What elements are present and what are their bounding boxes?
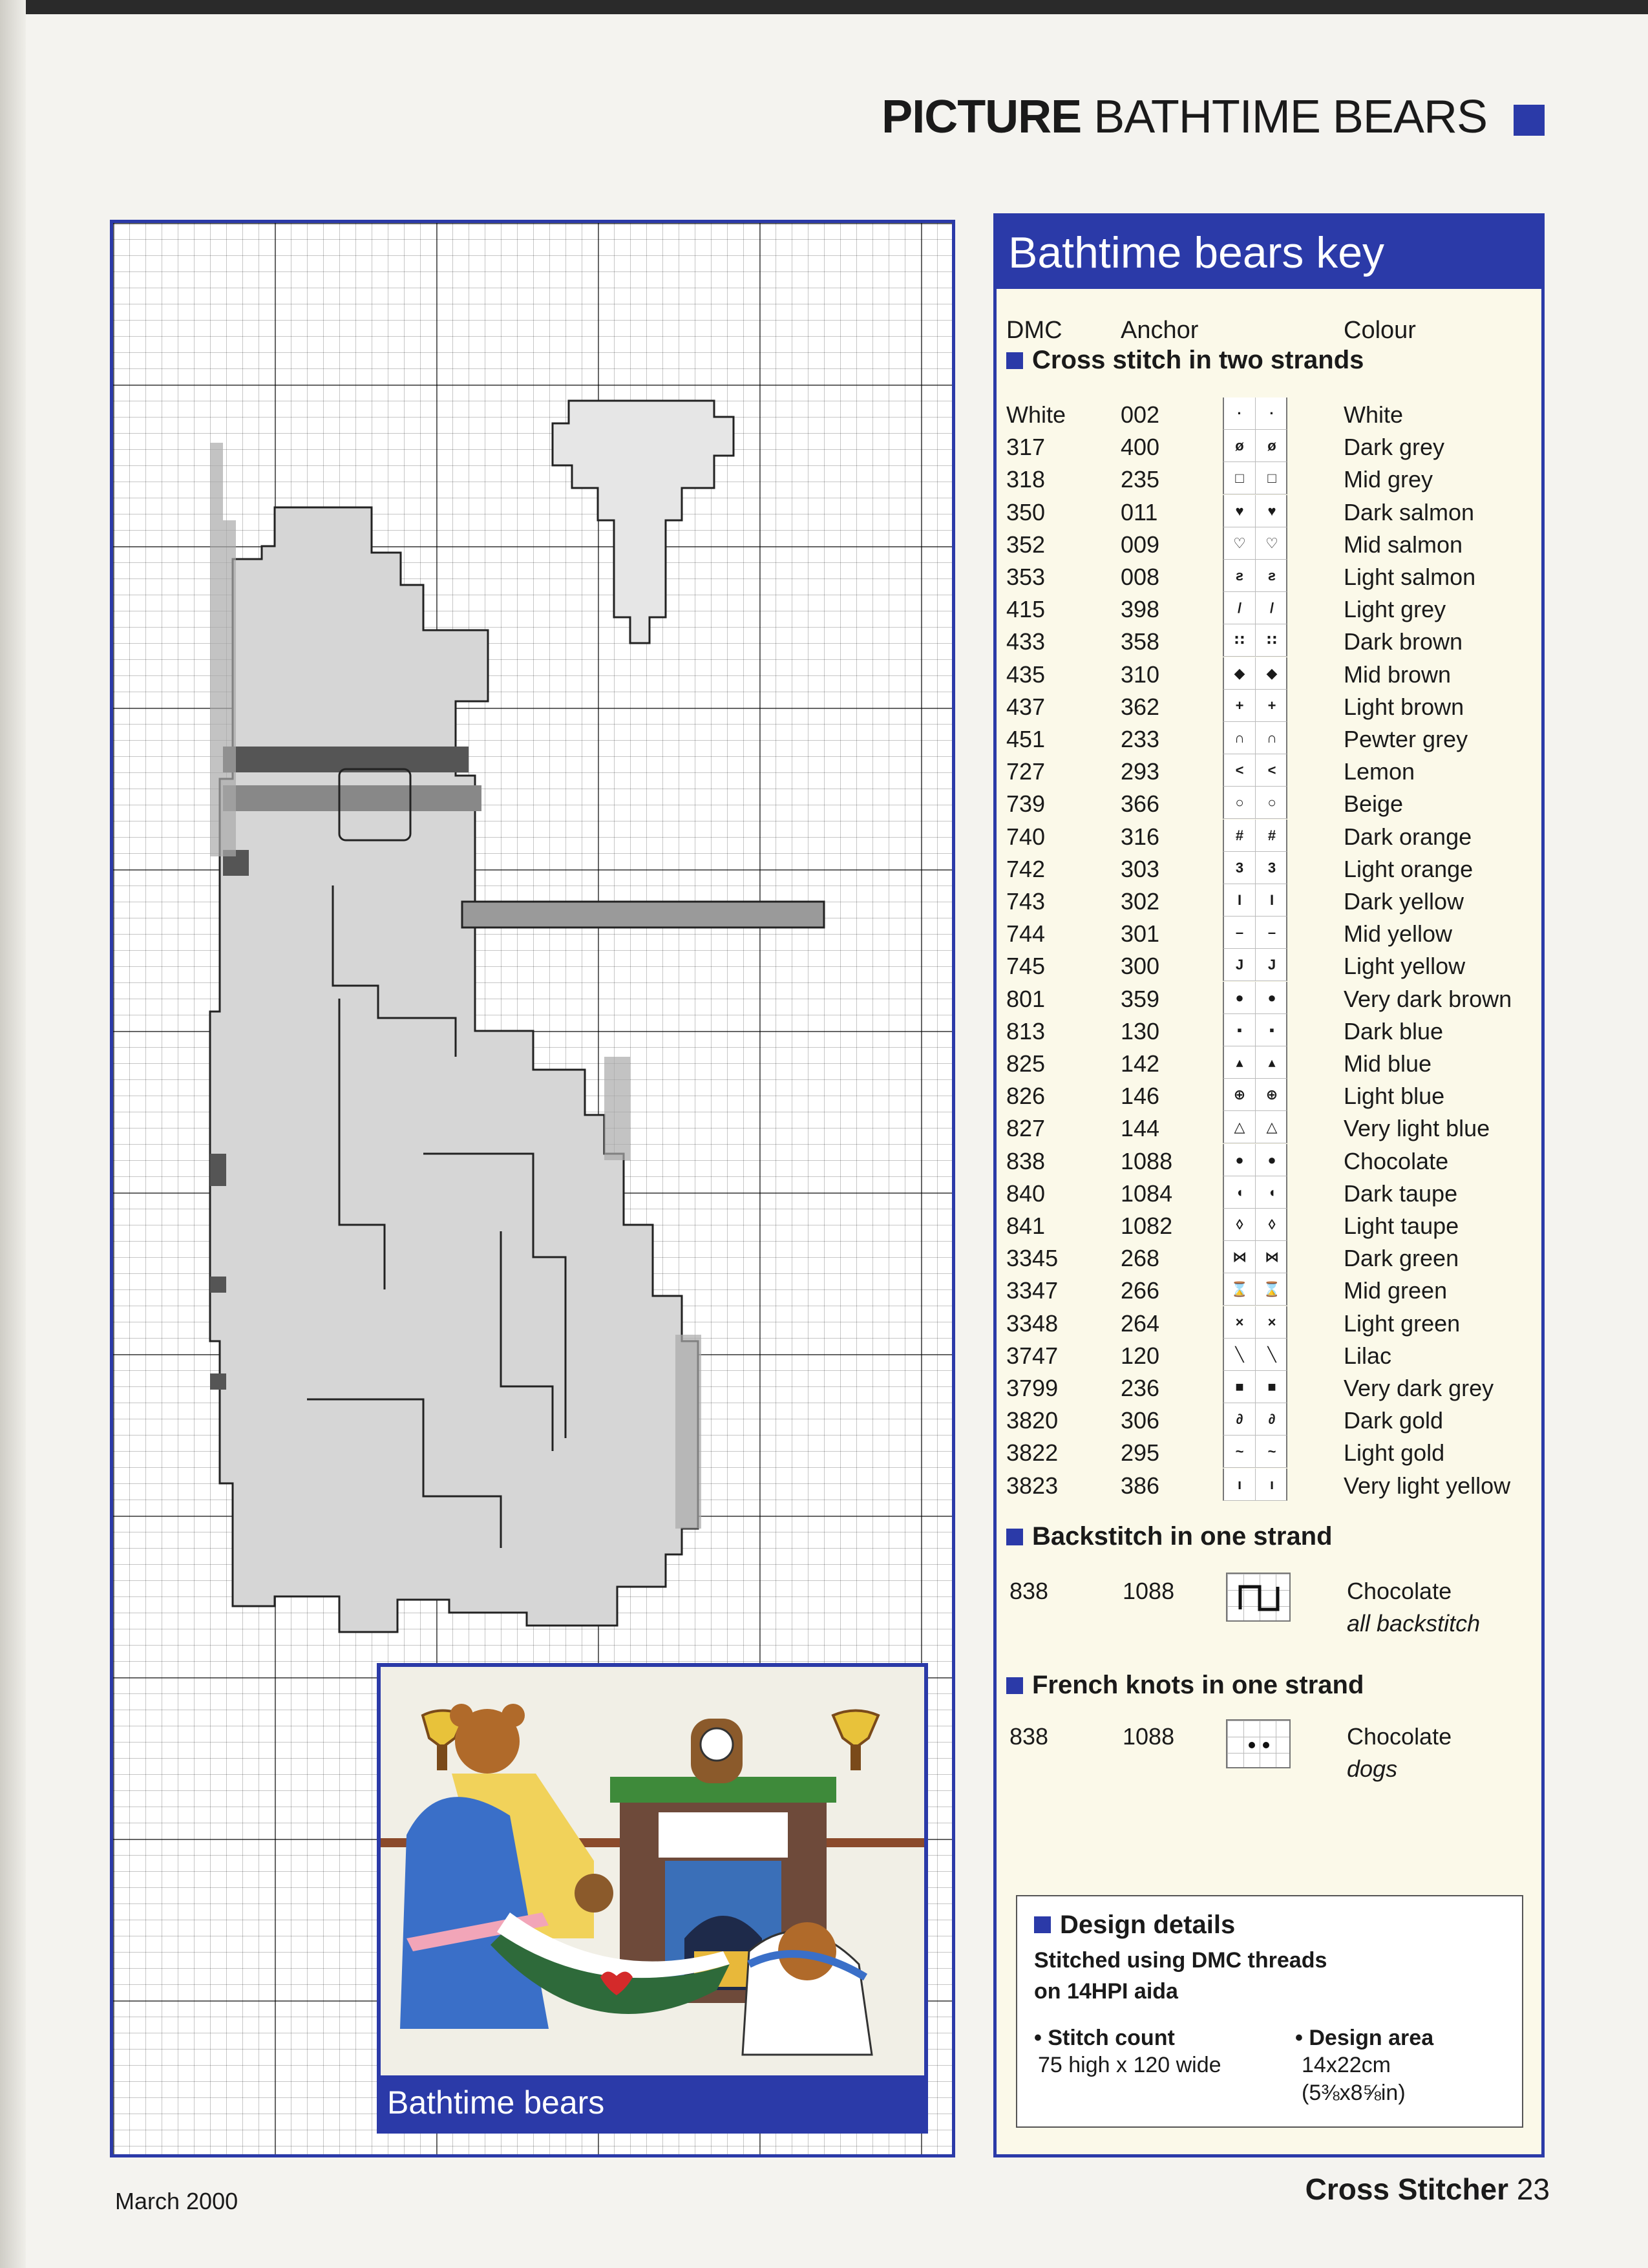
dmc-code: 437 <box>1006 694 1046 720</box>
anchor-code: 316 <box>1121 823 1160 850</box>
colour-name: Mid blue <box>1344 1050 1432 1077</box>
colour-name: Light orange <box>1344 856 1474 882</box>
dmc-code: 433 <box>1006 628 1046 655</box>
thread-row <box>997 852 1541 884</box>
symbol-glyph: < <box>1235 762 1244 778</box>
symbol-glyph: △ <box>1234 1119 1245 1135</box>
anchor-code: 130 <box>1121 1018 1160 1044</box>
colour-name: Beige <box>1344 790 1404 817</box>
anchor-code: 009 <box>1121 531 1160 558</box>
finished-design-photo <box>377 1663 928 2134</box>
anchor-code: 1088 <box>1121 1148 1173 1174</box>
header-section: PICTURE <box>882 91 1082 143</box>
anchor-code: 268 <box>1121 1245 1160 1271</box>
stitch-symbol <box>1223 787 1287 819</box>
thread-row <box>997 527 1541 560</box>
symbol-glyph: ■ <box>1235 1379 1244 1395</box>
details-line2: on 14HPI aida <box>1034 1979 1178 2004</box>
stitch-symbol <box>1223 1014 1287 1046</box>
dmc-code: 838 <box>1006 1148 1046 1174</box>
anchor-code: 266 <box>1121 1277 1160 1304</box>
design-area-value: 14x22cm <box>1302 2053 1391 2077</box>
anchor-code: 293 <box>1121 758 1160 785</box>
backstitch-heading: Backstitch in one strand <box>1006 1522 1333 1551</box>
anchor-code: 146 <box>1121 1083 1160 1109</box>
thread-row <box>997 1403 1541 1436</box>
stitch-symbol <box>1223 1273 1287 1306</box>
anchor-code: 295 <box>1121 1439 1160 1466</box>
stitch-symbol <box>1223 1468 1287 1501</box>
thread-row <box>997 1436 1541 1468</box>
symbol-glyph: × <box>1235 1314 1244 1330</box>
thread-row <box>997 430 1541 462</box>
dmc-code: 744 <box>1006 920 1046 947</box>
page-number: 23 <box>1516 2172 1550 2206</box>
dmc-code: 352 <box>1006 531 1046 558</box>
dmc-code: 827 <box>1006 1115 1046 1141</box>
colour-name: Chocolate <box>1344 1148 1449 1174</box>
symbol-glyph: ~ <box>1235 1443 1244 1459</box>
symbol-glyph: □ <box>1235 470 1244 486</box>
symbol-glyph: ▪ <box>1269 1022 1274 1038</box>
stitch-symbol <box>1223 852 1287 884</box>
symbol-glyph: ▪ <box>1237 1022 1242 1038</box>
stitch-count-label: • Stitch count <box>1034 2026 1175 2050</box>
anchor-code: 144 <box>1121 1115 1160 1141</box>
page-spine-shadow <box>0 0 26 2268</box>
dmc-code: 317 <box>1006 434 1046 460</box>
symbol-glyph: # <box>1267 827 1276 843</box>
symbol-glyph: / <box>1269 600 1274 616</box>
symbol-glyph: ◖ <box>1235 1184 1244 1200</box>
symbol-glyph: ● <box>1267 1152 1276 1168</box>
stitch-symbol <box>1223 754 1287 787</box>
stitch-symbol <box>1223 1209 1287 1241</box>
photo-caption: Bathtime bears <box>381 2075 924 2130</box>
anchor-code: 310 <box>1121 661 1160 688</box>
symbol-glyph: ● <box>1235 990 1244 1006</box>
dmc-code: 838 <box>1009 1578 1049 1604</box>
symbol-glyph: ⊕ <box>1265 1086 1278 1103</box>
dmc-code: 743 <box>1006 888 1046 915</box>
symbol-glyph: – <box>1267 924 1276 940</box>
backstitch-note: all backstitch <box>1347 1610 1481 1637</box>
details-line1: Stitched using DMC threads <box>1034 1948 1327 1973</box>
details-title: Design details <box>1034 1911 1235 1940</box>
colour-name: Mid salmon <box>1344 531 1463 558</box>
anchor-code: 359 <box>1121 986 1160 1012</box>
issue-date: March 2000 <box>115 2188 238 2214</box>
anchor-code: 235 <box>1121 466 1160 493</box>
stitch-symbol <box>1223 1144 1287 1176</box>
thread-row <box>997 1371 1541 1403</box>
stitch-symbol <box>1223 982 1287 1014</box>
anchor-code: 302 <box>1121 888 1160 915</box>
symbol-glyph: ø <box>1235 438 1244 454</box>
colour-name: Dark salmon <box>1344 499 1475 525</box>
symbol-glyph: ~ <box>1267 1443 1276 1459</box>
symbol-glyph: ı <box>1269 1476 1274 1492</box>
thread-row <box>997 1046 1541 1079</box>
thread-row <box>997 982 1541 1014</box>
anchor-code: 120 <box>1121 1342 1160 1369</box>
symbol-glyph: ╲ <box>1267 1346 1276 1362</box>
square-bullet-icon <box>1006 352 1023 369</box>
thread-row <box>997 722 1541 754</box>
dmc-code: 826 <box>1006 1083 1046 1109</box>
stitch-symbol <box>1223 722 1287 754</box>
symbol-glyph: ▴ <box>1268 1054 1276 1070</box>
header-square-icon <box>1514 105 1545 136</box>
anchor-code: 002 <box>1121 401 1160 428</box>
symbol-glyph: × <box>1267 1314 1276 1330</box>
scan-top-edge <box>0 0 1648 14</box>
stitch-count-value: 75 high x 120 wide <box>1038 2053 1221 2077</box>
symbol-glyph: 3 <box>1235 860 1244 876</box>
thread-row <box>997 624 1541 657</box>
anchor-code: 264 <box>1121 1310 1160 1337</box>
symbol-glyph: □ <box>1267 470 1276 486</box>
stitch-symbol <box>1223 1111 1287 1143</box>
stitch-symbol <box>1223 917 1287 949</box>
stitch-symbol <box>1223 592 1287 624</box>
thread-row <box>997 820 1541 852</box>
anchor-code: 1088 <box>1123 1723 1175 1750</box>
colour-name: Mid yellow <box>1344 920 1453 947</box>
colour-name: Light salmon <box>1344 564 1476 590</box>
design-area-label: • Design area <box>1295 2026 1434 2050</box>
symbol-glyph: ı <box>1237 1476 1242 1492</box>
stitch-symbol <box>1223 1339 1287 1371</box>
thread-row <box>997 754 1541 787</box>
symbol-glyph: – <box>1235 924 1244 940</box>
colour-name: Mid brown <box>1344 661 1452 688</box>
symbol-glyph: / <box>1237 600 1242 616</box>
anchor-code: 301 <box>1121 920 1160 947</box>
symbol-glyph: ∷ <box>1267 632 1277 648</box>
colour-name: Lilac <box>1344 1342 1392 1369</box>
colour-name: Light gold <box>1344 1439 1445 1466</box>
symbol-glyph: ◖ <box>1267 1184 1276 1200</box>
colour-name: Dark grey <box>1344 434 1445 460</box>
anchor-code: 398 <box>1121 596 1160 622</box>
stitch-symbol <box>1223 949 1287 981</box>
symbol-glyph: ○ <box>1235 794 1244 811</box>
symbol-glyph: ⌛ <box>1263 1281 1281 1297</box>
stitch-symbol <box>1223 1079 1287 1111</box>
symbol-glyph: ⋈ <box>1265 1249 1279 1265</box>
dmc-code: 838 <box>1009 1723 1049 1750</box>
anchor-code: 386 <box>1121 1472 1160 1499</box>
symbol-glyph: ∷ <box>1234 632 1245 648</box>
colour-name: Light yellow <box>1344 953 1466 979</box>
dmc-code: 739 <box>1006 790 1046 817</box>
symbol-glyph: I <box>1237 892 1242 908</box>
colour-name: Dark gold <box>1344 1407 1444 1434</box>
thread-row <box>997 1144 1541 1176</box>
anchor-code: 1084 <box>1121 1180 1173 1207</box>
backstitch-note-row <box>997 1606 1541 1638</box>
colour-name: Light taupe <box>1344 1213 1459 1239</box>
symbol-glyph: ⌛ <box>1231 1281 1249 1297</box>
thread-row <box>997 1079 1541 1111</box>
symbol-glyph: ◊ <box>1236 1216 1243 1233</box>
symbol-glyph: ⊕ <box>1233 1086 1246 1103</box>
colour-name: Lemon <box>1344 758 1415 785</box>
dmc-code: 353 <box>1006 564 1046 590</box>
anchor-code: 1088 <box>1123 1578 1175 1604</box>
col-anchor: Anchor <box>1121 317 1199 344</box>
thread-row <box>997 1014 1541 1046</box>
thread-row <box>997 884 1541 917</box>
symbol-glyph: · <box>1269 405 1274 421</box>
dmc-code: 825 <box>1006 1050 1046 1077</box>
symbol-glyph: ● <box>1267 990 1276 1006</box>
thread-row <box>997 560 1541 592</box>
thread-row <box>997 1468 1541 1501</box>
anchor-code: 306 <box>1121 1407 1160 1434</box>
symbol-glyph: ∂ <box>1268 1411 1276 1427</box>
symbol-glyph: ▴ <box>1236 1054 1243 1070</box>
symbol-glyph: ♥ <box>1267 503 1276 519</box>
symbol-glyph: △ <box>1266 1119 1278 1135</box>
thread-row <box>997 1306 1541 1339</box>
dmc-code: 3820 <box>1006 1407 1059 1434</box>
anchor-code: 233 <box>1121 726 1160 752</box>
col-dmc: DMC <box>1006 317 1062 344</box>
stitch-symbol <box>1223 1403 1287 1436</box>
page-footer <box>1305 2172 1550 2207</box>
anchor-code: 008 <box>1121 564 1160 590</box>
dmc-code: 745 <box>1006 953 1046 979</box>
symbol-glyph: ◆ <box>1266 665 1278 681</box>
symbol-glyph: ⋈ <box>1232 1249 1247 1265</box>
cross-stitch-heading: Cross stitch in two strands <box>1006 346 1364 375</box>
stitch-symbol <box>1223 1371 1287 1403</box>
symbol-glyph: ∂ <box>1236 1411 1243 1427</box>
colour-name: Very light yellow <box>1344 1472 1511 1499</box>
dmc-code: 841 <box>1006 1213 1046 1239</box>
dmc-code: 435 <box>1006 661 1046 688</box>
french-note-row <box>997 1752 1541 1784</box>
thread-row <box>997 1111 1541 1143</box>
dmc-code: 801 <box>1006 986 1046 1012</box>
symbol-glyph: ∩ <box>1234 730 1245 746</box>
dmc-code: 840 <box>1006 1180 1046 1207</box>
symbol-glyph: ◆ <box>1234 665 1245 681</box>
thread-row <box>997 657 1541 690</box>
symbol-glyph: · <box>1237 405 1242 421</box>
stitch-symbol <box>1223 820 1287 852</box>
design-details-box <box>1016 1895 1523 2128</box>
dmc-code: 3822 <box>1006 1439 1059 1466</box>
stitch-symbol <box>1223 1436 1287 1468</box>
dmc-code: 350 <box>1006 499 1046 525</box>
symbol-glyph: ◊ <box>1268 1216 1276 1233</box>
stitch-symbol <box>1223 1241 1287 1273</box>
colour-name: Dark green <box>1344 1245 1459 1271</box>
dmc-code: 740 <box>1006 823 1046 850</box>
symbol-glyph: ♡ <box>1233 535 1246 551</box>
anchor-code: 362 <box>1121 694 1160 720</box>
colour-name: Dark yellow <box>1344 888 1464 915</box>
symbol-glyph: ■ <box>1267 1379 1276 1395</box>
symbol-glyph: 3 <box>1267 860 1276 876</box>
symbol-glyph: J <box>1235 957 1244 973</box>
colour-name: White <box>1344 401 1404 428</box>
colour-name: Dark brown <box>1344 628 1463 655</box>
dmc-code: 742 <box>1006 856 1046 882</box>
symbol-glyph: ƨ <box>1267 567 1276 584</box>
thread-row <box>997 1176 1541 1209</box>
anchor-code: 142 <box>1121 1050 1160 1077</box>
stitch-symbol <box>1223 462 1287 494</box>
stitch-symbol <box>1223 1046 1287 1079</box>
symbol-glyph: ø <box>1267 438 1276 454</box>
dmc-code: 415 <box>1006 596 1046 622</box>
symbol-glyph: ● <box>1235 1152 1244 1168</box>
colour-name: Light brown <box>1344 694 1464 720</box>
anchor-code: 358 <box>1121 628 1160 655</box>
symbol-glyph: + <box>1267 697 1276 714</box>
colour-name: Chocolate <box>1347 1723 1452 1750</box>
dmc-code: 3348 <box>1006 1310 1059 1337</box>
thread-row <box>997 949 1541 981</box>
colour-name: Mid grey <box>1344 466 1433 493</box>
dmc-code: 318 <box>1006 466 1046 493</box>
magazine-name: Cross Stitcher <box>1305 2172 1509 2206</box>
dmc-code: 3345 <box>1006 1245 1059 1271</box>
design-area-inches: (5⅜x8⅝in) <box>1302 2081 1406 2105</box>
symbol-glyph: ♥ <box>1235 503 1244 519</box>
col-colour: Colour <box>1344 317 1416 344</box>
symbol-glyph: ♡ <box>1265 535 1278 551</box>
anchor-code: 303 <box>1121 856 1160 882</box>
thread-row <box>997 690 1541 722</box>
thread-row <box>997 787 1541 819</box>
thread-key-panel <box>993 213 1545 2157</box>
thread-row <box>997 917 1541 949</box>
dmc-code: 3823 <box>1006 1472 1059 1499</box>
stitch-symbol <box>1223 430 1287 462</box>
colour-name: Mid green <box>1344 1277 1448 1304</box>
colour-name: Light blue <box>1344 1083 1445 1109</box>
dmc-code: White <box>1006 401 1066 428</box>
square-bullet-icon <box>1034 1916 1051 1933</box>
thread-row <box>997 397 1541 430</box>
dmc-code: 813 <box>1006 1018 1046 1044</box>
colour-name: Dark taupe <box>1344 1180 1458 1207</box>
photo-illustration <box>381 1667 924 2075</box>
thread-row <box>997 1241 1541 1273</box>
anchor-code: 1082 <box>1121 1213 1173 1239</box>
anchor-code: 366 <box>1121 790 1160 817</box>
stitch-symbol <box>1223 624 1287 657</box>
colour-name: Chocolate <box>1347 1578 1452 1604</box>
stitch-symbol <box>1223 560 1287 592</box>
symbol-glyph: + <box>1235 697 1244 714</box>
french-note: dogs <box>1347 1755 1398 1782</box>
french-knots-heading: French knots in one strand <box>1006 1671 1364 1700</box>
thread-row <box>997 1209 1541 1241</box>
colour-name: Light green <box>1344 1310 1461 1337</box>
colour-name: Very dark grey <box>1344 1375 1494 1401</box>
symbol-glyph: ∩ <box>1267 730 1277 746</box>
thread-row <box>997 592 1541 624</box>
anchor-code: 011 <box>1121 499 1158 525</box>
thread-row <box>997 1273 1541 1306</box>
stitch-symbol <box>1223 495 1287 527</box>
symbol-glyph: < <box>1267 762 1276 778</box>
dmc-code: 451 <box>1006 726 1046 752</box>
anchor-code: 236 <box>1121 1375 1160 1401</box>
thread-row <box>997 495 1541 527</box>
stitch-symbol <box>1223 1176 1287 1209</box>
symbol-glyph: ○ <box>1267 794 1276 811</box>
stitch-symbol <box>1223 657 1287 690</box>
stitch-symbol <box>1223 884 1287 917</box>
colour-name: Pewter grey <box>1344 726 1468 752</box>
thread-row <box>997 462 1541 494</box>
anchor-code: 400 <box>1121 434 1160 460</box>
stitch-symbol <box>1223 1306 1287 1339</box>
stitch-symbol <box>1223 397 1287 430</box>
square-bullet-icon <box>1006 1529 1023 1545</box>
symbol-glyph: ƨ <box>1235 567 1244 584</box>
key-title: Bathtime bears key <box>997 217 1541 289</box>
colour-name: Dark blue <box>1344 1018 1444 1044</box>
dmc-code: 3747 <box>1006 1342 1059 1369</box>
square-bullet-icon <box>1006 1677 1023 1694</box>
colour-name: Light grey <box>1344 596 1446 622</box>
anchor-code: 300 <box>1121 953 1160 979</box>
dmc-code: 3347 <box>1006 1277 1059 1304</box>
colour-name: Dark orange <box>1344 823 1472 850</box>
colour-name: Very light blue <box>1344 1115 1490 1141</box>
colour-name: Very dark brown <box>1344 986 1512 1012</box>
symbol-glyph: ╲ <box>1235 1346 1244 1362</box>
header-title: BATHTIME BEARS <box>1093 91 1487 143</box>
thread-row <box>997 1339 1541 1371</box>
dmc-code: 727 <box>1006 758 1046 785</box>
dmc-code: 3799 <box>1006 1375 1059 1401</box>
stitch-symbol <box>1223 690 1287 722</box>
symbol-glyph: # <box>1235 827 1244 843</box>
symbol-glyph: J <box>1267 957 1276 973</box>
page-header <box>882 90 1545 143</box>
symbol-glyph: I <box>1269 892 1274 908</box>
stitch-symbol <box>1223 527 1287 560</box>
